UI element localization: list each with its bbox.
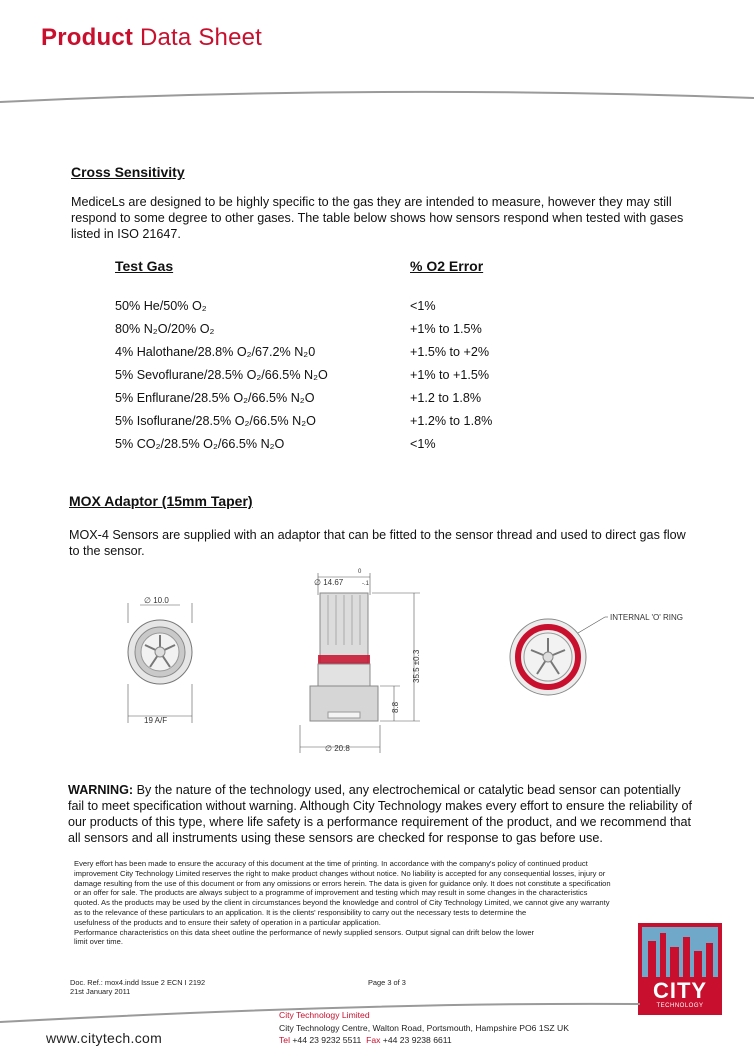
para-line: listed in ISO 21647. (71, 227, 181, 241)
logo-city-text: CITY (652, 978, 708, 1003)
side-view (300, 569, 421, 753)
website-link[interactable]: www.citytech.com (46, 1030, 163, 1046)
contact-line (279, 1034, 569, 1047)
dim-base-height: 8.8 (391, 701, 400, 713)
disclaimer-line: or an offer for sale. The products are always subject to a programme of improvement and testing which may result in some changes in the characteristics (74, 888, 588, 898)
disclaimer-line: as to the relevance of these particulars to an application. It is the clients' responsibility to carry out the necessary tests to determine the (74, 907, 527, 917)
gas-cell: 50% He/50% O₂ (115, 299, 207, 313)
title-light: Data Sheet (139, 24, 263, 51)
title-bold: Product (41, 24, 134, 51)
dim-tol-bottom: -.1 (362, 581, 370, 587)
company-name: City Technology Limited (279, 1010, 370, 1020)
error-cell: +1% to +1.5% (410, 368, 490, 382)
gas-cell: 80% N₂O/20% O₂ (115, 322, 215, 336)
tel-number: +44 23 9232 5511 (292, 1035, 362, 1045)
para-line: MOX-4 Sensors are supplied with an adaptor that can be fitted to the sensor thread and used to direct gas flow (69, 528, 686, 542)
warning-line: our products of this type, where life safety is a performance requirement of the product, and we recommend that (68, 815, 692, 829)
page-number: Page 3 of 3 (368, 978, 406, 987)
error-cell: <1% (410, 299, 436, 313)
doc-date: 21st January 2011 (70, 987, 131, 996)
gas-cell: 5% Sevoflurane/28.5% O₂/66.5% N₂O (115, 368, 328, 382)
mox-heading: MOX Adaptor (15mm Taper) (69, 493, 253, 509)
error-cell: <1% (410, 437, 436, 451)
dim-bottom-left: 19 A/F (144, 716, 168, 725)
disclaimer-line: Performance characteristics on this data sheet outline the performance of newly supplied sensors. Output signal can drift below the lower (74, 927, 535, 937)
warning-line: all sensors and all instruments using these sensors are checked for response to gas before use. (68, 831, 603, 845)
header-divider (0, 80, 754, 110)
gas-cell: 4% Halothane/28.8% O₂/67.2% N₂0 (115, 345, 316, 359)
error-cell: +1.5% to +2% (410, 345, 490, 359)
page-title (41, 24, 262, 52)
end-view-right (510, 613, 683, 695)
dim-top-mid: ∅ 14.67 (314, 578, 344, 587)
warning-block (68, 782, 708, 846)
disclaimer-line: improvement City Technology Limited reserves the right to make product changes without notice. No liability is accepted for any consequential losses, injury or (74, 868, 606, 878)
dim-top-left: ∅ 10.0 (144, 596, 169, 605)
warning-first-line (68, 782, 708, 798)
footer-address (279, 1009, 569, 1047)
doc-ref: Doc. Ref.: mox4.indd Issue 2 ECN I 2192 (70, 978, 206, 987)
dim-base-width: ∅ 20.8 (325, 744, 350, 753)
skyline-icon (638, 923, 722, 979)
error-cell: +1.2% to 1.8% (410, 414, 493, 428)
mox-adaptor-drawing (100, 565, 720, 760)
fax-label: Fax (366, 1035, 381, 1045)
error-cell: +1.2 to 1.8% (410, 391, 482, 405)
disclaimer-line: usefulness of the products and to ensure their safety of operation in a particular application. (74, 917, 381, 927)
logo-technology-text: TECHNOLOGY (656, 1003, 704, 1009)
gas-cell: 5% Enflurane/28.5% O₂/66.5% N₂O (115, 391, 315, 405)
para-line: MediceLs are designed to be highly specific to the gas they are intended to measure, however they may still (71, 195, 672, 209)
error-cell: +1% to 1.5% (410, 322, 482, 336)
col-header-test-gas: Test Gas (115, 258, 174, 274)
address-line: City Technology Centre, Walton Road, Portsmouth, Hampshire PO6 1SZ UK (279, 1022, 569, 1033)
warning-label: WARNING: (68, 783, 134, 797)
col-header-o2-error: % O2 Error (410, 258, 484, 274)
disclaimer (74, 859, 714, 947)
cross-sensitivity-heading: Cross Sensitivity (71, 164, 185, 180)
end-view-left (128, 596, 192, 725)
warning-line: fail to meet specification without warning. Although City Technology makes every effort to ensure the reliability of (68, 799, 692, 813)
fax-number: +44 23 9238 6611 (382, 1035, 452, 1045)
gas-cell: 5% CO₂/28.5% O₂/66.5% N₂O (115, 437, 285, 451)
disclaimer-line: Every effort has been made to ensure the accuracy of this document at the time of printing. In accordance with the company's policy of continued product (74, 859, 588, 868)
disclaimer-line: quoted. As the products may be used by the client in circumstances beyond the knowledge and control of City Technology Limited, we cannot give any warranty (74, 898, 610, 908)
tel-label: Tel (279, 1035, 290, 1045)
gas-cell: 5% Isoflurane/28.5% O₂/66.5% N₂O (115, 414, 316, 428)
para-line: to the sensor. (69, 544, 145, 558)
dim-height: 35.5 ±0.3 (412, 649, 421, 683)
para-line: respond to some degree to other gases. The table below shows how sensors respond when tested with gases (71, 211, 684, 225)
warning-text: By the nature of the technology used, any electrochemical or catalytic bead sensor can potentially (136, 783, 681, 797)
disclaimer-line: limit over time. (74, 937, 123, 947)
dim-tol-top: 0 (358, 569, 362, 575)
label-oring: INTERNAL 'O' RING (610, 613, 683, 622)
mox-paragraph (69, 527, 709, 559)
disclaimer-line: damage resulting from the use of this document or from any omissions or errors herein. The data is given for guidance only. It does not constitute a specification (74, 878, 611, 888)
cross-sensitivity-paragraph (71, 194, 711, 242)
